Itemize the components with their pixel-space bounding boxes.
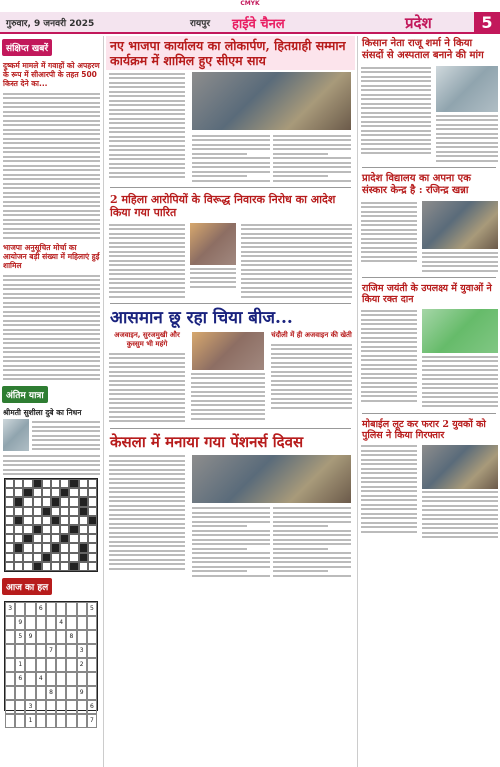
- sudoku-cell: [87, 630, 97, 644]
- photo-raju-sharma: [436, 66, 498, 112]
- section-title: प्रदेश: [405, 14, 432, 32]
- crossword-cell: [33, 516, 42, 525]
- crossword-cell: [79, 525, 88, 534]
- crossword-cell: [33, 525, 42, 534]
- story-chia-body-3: [268, 344, 355, 409]
- sudoku-cell: 1: [15, 658, 25, 672]
- sudoku-cell: [66, 658, 76, 672]
- crossword-cell: [51, 553, 60, 562]
- crossword-cell: [5, 516, 14, 525]
- sudoku-cell: [77, 714, 87, 728]
- issue-date: गुरुवार, 9 जनवरी 2025: [6, 19, 95, 29]
- crossword-cell: [23, 479, 32, 488]
- headline-school-sanskar: प्रादेश विद्यालय का अपना एक संस्कार केन्द्र है : रजिन्द्र खन्ना: [362, 173, 471, 196]
- crossword-cell: [60, 543, 69, 552]
- story-detention-body-2: [188, 268, 238, 288]
- sudoku-cell: [77, 672, 87, 686]
- sudoku-cell: [5, 616, 15, 630]
- sudoku-cell: [56, 686, 66, 700]
- sudoku-cell: [56, 700, 66, 714]
- photo-blood-donation: [422, 309, 498, 353]
- obituary-header: अंतिम यात्रा: [2, 386, 48, 403]
- story-chia-body-2: [188, 373, 268, 420]
- crossword-cell: [79, 534, 88, 543]
- crossword-cell: [42, 562, 51, 571]
- crossword-cell: [5, 488, 14, 497]
- sudoku-cell: [46, 672, 56, 686]
- crossword-cell: [51, 497, 60, 506]
- sudoku-cell: [5, 630, 15, 644]
- story-robbery-body-2: [420, 491, 500, 538]
- crossword-cell: [51, 543, 60, 552]
- crossword-cell: [88, 488, 97, 497]
- crossword-cell: [42, 507, 51, 516]
- sudoku-cell: [66, 672, 76, 686]
- sudoku-cell: [66, 602, 76, 616]
- cmyk-label: CMYK: [240, 0, 260, 7]
- sudoku-cell: [77, 700, 87, 714]
- crossword-cell: [88, 525, 97, 534]
- solution-header: आज का हल: [2, 578, 52, 595]
- sudoku-cell: [36, 700, 46, 714]
- sudoku-cell: [15, 686, 25, 700]
- story-school-body-2: [420, 252, 500, 272]
- brief-story-1-headline: दुष्कर्म मामले में गवाहों को अपहरण के रूप में सीआरपी के तहत 500 किस्त देने का...: [3, 61, 100, 88]
- sudoku-cell: [56, 658, 66, 672]
- sudoku-cell: 4: [56, 616, 66, 630]
- crossword-cell: [60, 525, 69, 534]
- crossword-cell: [23, 525, 32, 534]
- crossword-cell: [23, 534, 32, 543]
- right-column: [357, 36, 500, 767]
- obituary-name: श्रीमती सुशीला दुबे का निधन: [3, 407, 82, 417]
- sudoku-cell: [36, 686, 46, 700]
- story-raju-body-2: [434, 115, 500, 162]
- crossword-cell: [79, 562, 88, 571]
- crossword-cell: [79, 497, 88, 506]
- brief-news-header: संक्षिप्त खबरें: [2, 39, 52, 56]
- sudoku-cell: 2: [77, 658, 87, 672]
- sudoku-cell: [56, 644, 66, 658]
- crossword-cell: [33, 553, 42, 562]
- crossword-cell: [42, 543, 51, 552]
- photo-seeds: [192, 332, 264, 370]
- crossword-cell: [33, 534, 42, 543]
- sudoku-cell: 3: [5, 602, 15, 616]
- newspaper-logo: हाईवे चैनल: [232, 17, 285, 32]
- crossword-cell: [23, 543, 32, 552]
- sudoku-cell: [66, 700, 76, 714]
- left-column: [0, 36, 104, 767]
- print-registration-bar: [0, 0, 500, 12]
- crossword-cell: [5, 553, 14, 562]
- sudoku-cell: [15, 602, 25, 616]
- sudoku-cell: [5, 686, 15, 700]
- crossword-cell: [5, 543, 14, 552]
- sudoku-cell: [87, 616, 97, 630]
- headline-chia-seeds: आसमान छू रहा चिया बीज...: [110, 308, 293, 328]
- sudoku-cell: [46, 658, 56, 672]
- crossword-cell: [14, 479, 23, 488]
- sudoku-cell: [25, 602, 35, 616]
- crossword-cell: [88, 562, 97, 571]
- crossword-cell: [23, 516, 32, 525]
- sudoku-puzzle: [4, 601, 98, 724]
- main-column: [106, 36, 355, 767]
- crossword-cell: [33, 507, 42, 516]
- crossword-cell: [69, 562, 78, 571]
- sudoku-cell: 4: [36, 672, 46, 686]
- crossword-cell: [23, 562, 32, 571]
- sudoku-cell: [46, 700, 56, 714]
- sudoku-cell: 6: [87, 700, 97, 714]
- sudoku-cell: [66, 616, 76, 630]
- crossword-cell: [60, 562, 69, 571]
- headline-mobile-robbery: मोबाईल लूट कर फरार 2 युवकों को पुलिस ने किया गिरफ्तार: [362, 418, 486, 441]
- crossword-cell: [23, 488, 32, 497]
- subhead-ajwain-farming: चंदौली में ही अजवाइन की खेती: [271, 331, 352, 339]
- sudoku-cell: [56, 672, 66, 686]
- crossword-cell: [23, 553, 32, 562]
- photo-school-event: [422, 201, 498, 249]
- sudoku-cell: [66, 644, 76, 658]
- crossword-cell: [69, 497, 78, 506]
- crossword-cell: [69, 534, 78, 543]
- masthead: [0, 12, 500, 34]
- crossword-cell: [69, 553, 78, 562]
- sudoku-cell: [87, 658, 97, 672]
- sudoku-cell: [25, 672, 35, 686]
- sudoku-cell: 9: [77, 686, 87, 700]
- crossword-cell: [14, 543, 23, 552]
- crossword-cell: [33, 562, 42, 571]
- sudoku-cell: 8: [46, 686, 56, 700]
- sudoku-cell: [87, 672, 97, 686]
- sudoku-cell: [5, 644, 15, 658]
- crossword-cell: [23, 497, 32, 506]
- crossword-cell: [79, 507, 88, 516]
- story-school-body-1: [358, 199, 420, 274]
- sudoku-cell: [46, 630, 56, 644]
- sudoku-cell: 5: [15, 630, 25, 644]
- crossword-cell: [51, 488, 60, 497]
- crossword-cell: [60, 488, 69, 497]
- sudoku-cell: [36, 630, 46, 644]
- crossword-cell: [14, 507, 23, 516]
- headline-pensioners-day: केसला में मनाया गया पेंशनर्स दिवस: [110, 432, 304, 451]
- crossword-cell: [51, 479, 60, 488]
- crossword-cell: [60, 516, 69, 525]
- sudoku-cell: [36, 616, 46, 630]
- sudoku-cell: [15, 700, 25, 714]
- crossword-cell: [88, 516, 97, 525]
- crossword-cell: [14, 562, 23, 571]
- brief-story-2-body: [0, 275, 103, 381]
- edition-city: रायपुर: [190, 19, 211, 29]
- crossword-cell: [14, 525, 23, 534]
- crossword-cell: [42, 534, 51, 543]
- crossword-cell: [42, 497, 51, 506]
- crossword-cell: [88, 507, 97, 516]
- sudoku-cell: 9: [25, 630, 35, 644]
- crossword-cell: [51, 534, 60, 543]
- crossword-cell: [5, 479, 14, 488]
- crossword-cell: [5, 534, 14, 543]
- sudoku-cell: [77, 630, 87, 644]
- story-robbery-body-1: [358, 443, 420, 541]
- crossword-cell: [79, 543, 88, 552]
- sudoku-cell: [25, 686, 35, 700]
- sudoku-cell: 3: [77, 644, 87, 658]
- sudoku-cell: [56, 602, 66, 616]
- crossword-cell: [14, 488, 23, 497]
- sudoku-cell: [25, 616, 35, 630]
- crossword-cell: [51, 525, 60, 534]
- sudoku-cell: [15, 714, 25, 728]
- sudoku-cell: 6: [15, 672, 25, 686]
- headline-bjp-office: नए भाजपा कार्यालय का लोकार्पण, हितग्राही सम्मान कार्यक्रम में शामिल हुए सीएम साय: [106, 36, 355, 70]
- crossword-cell: [5, 507, 14, 516]
- crossword-cell: [33, 479, 42, 488]
- sudoku-cell: [56, 630, 66, 644]
- sudoku-cell: [25, 644, 35, 658]
- crossword-cell: [14, 553, 23, 562]
- crossword-cell: [69, 488, 78, 497]
- sudoku-cell: 6: [36, 602, 46, 616]
- crossword-cell: [14, 497, 23, 506]
- sudoku-cell: [36, 658, 46, 672]
- sudoku-cell: [87, 686, 97, 700]
- sudoku-cell: 8: [66, 630, 76, 644]
- crossword-cell: [88, 553, 97, 562]
- sudoku-cell: [5, 700, 15, 714]
- headline-blood-donation: राजिम जयंती के उपलक्ष्य में युवाओं ने किया रक्त दान: [362, 283, 492, 305]
- obituary-body-more: [0, 455, 103, 475]
- sudoku-cell: [56, 714, 66, 728]
- photo-accused-women: [190, 223, 236, 265]
- photo-accused-youths: [422, 445, 498, 489]
- obituary-body: [32, 419, 100, 453]
- crossword-cell: [60, 479, 69, 488]
- story-raju-body-1: [358, 64, 434, 164]
- sudoku-cell: 1: [25, 714, 35, 728]
- crossword-cell: [69, 507, 78, 516]
- sudoku-cell: [46, 602, 56, 616]
- headline-preventive-detention: 2 महिला आरोपियों के विरूद्ध निवारक निरोध का आदेश किया गया पारित: [110, 193, 336, 219]
- sudoku-cell: 3: [25, 700, 35, 714]
- sudoku-cell: 7: [87, 714, 97, 728]
- sudoku-cell: [46, 616, 56, 630]
- photo-pensioners: [192, 455, 351, 503]
- crossword-cell: [51, 562, 60, 571]
- crossword-cell: [51, 507, 60, 516]
- crossword-cell: [69, 516, 78, 525]
- crossword-cell: [51, 516, 60, 525]
- crossword-cell: [79, 488, 88, 497]
- crossword-cell: [60, 507, 69, 516]
- crossword-cell: [79, 553, 88, 562]
- photo-bjp-office-event: [192, 72, 351, 130]
- crossword-cell: [5, 562, 14, 571]
- crossword-cell: [42, 479, 51, 488]
- sudoku-cell: [66, 686, 76, 700]
- crossword-cell: [79, 516, 88, 525]
- story-pensioners-body-2: [188, 505, 355, 580]
- obituary-photo: [3, 419, 29, 451]
- crossword-cell: [79, 479, 88, 488]
- sudoku-cell: [87, 644, 97, 658]
- crossword-cell: [14, 516, 23, 525]
- crossword-cell: [88, 479, 97, 488]
- sudoku-cell: [5, 714, 15, 728]
- sudoku-cell: [46, 714, 56, 728]
- crossword-cell: [60, 553, 69, 562]
- crossword-cell: [88, 534, 97, 543]
- crossword-cell: [60, 534, 69, 543]
- crossword-cell: [5, 497, 14, 506]
- story-detention-body-3: [238, 221, 355, 300]
- subhead-ajwain-prices: अजवाइन, सुरजमुखी और कुस्सुम भी महंगे: [114, 331, 180, 348]
- crossword-cell: [42, 516, 51, 525]
- sudoku-cell: [25, 658, 35, 672]
- sudoku-cell: [77, 616, 87, 630]
- crossword-cell: [88, 543, 97, 552]
- crossword-cell: [23, 507, 32, 516]
- crossword-cell: [69, 543, 78, 552]
- sudoku-cell: [36, 644, 46, 658]
- sudoku-cell: [36, 714, 46, 728]
- crossword-cell: [88, 497, 97, 506]
- story-blood-body-2: [420, 356, 500, 408]
- sudoku-cell: [5, 658, 15, 672]
- story-bjp-office-body-1: [106, 73, 188, 179]
- sudoku-cell: [77, 602, 87, 616]
- sudoku-cell: [15, 644, 25, 658]
- crossword-puzzle: [4, 478, 98, 572]
- sudoku-cell: [5, 672, 15, 686]
- crossword-cell: [33, 497, 42, 506]
- story-bjp-office-body-2: [188, 132, 355, 184]
- sudoku-cell: [66, 714, 76, 728]
- brief-story-1-body: [0, 93, 103, 239]
- crossword-cell: [69, 525, 78, 534]
- story-detention-body-1: [106, 221, 188, 300]
- sudoku-cell: 7: [46, 644, 56, 658]
- crossword-cell: [42, 488, 51, 497]
- crossword-cell: [69, 479, 78, 488]
- crossword-cell: [42, 553, 51, 562]
- crossword-cell: [33, 543, 42, 552]
- sudoku-cell: 9: [15, 616, 25, 630]
- sudoku-cell: 5: [87, 602, 97, 616]
- crossword-cell: [60, 497, 69, 506]
- crossword-cell: [5, 525, 14, 534]
- crossword-cell: [33, 488, 42, 497]
- brief-story-2-headline: भाजपा अनुसूचित मोर्चा का आयोजन बड़ी संख्या में महिलाएं हुईं शामिल: [3, 243, 100, 270]
- story-pensioners-body-1: [106, 453, 188, 580]
- page-number: 5: [474, 12, 500, 34]
- story-chia-body-1: [106, 353, 188, 423]
- story-blood-body-1: [358, 307, 420, 410]
- headline-raju-sharma: किसान नेता राजू शर्मा ने किया संसदों से अस्पताल बनाने की मांग: [362, 38, 484, 61]
- crossword-cell: [14, 534, 23, 543]
- crossword-cell: [42, 525, 51, 534]
